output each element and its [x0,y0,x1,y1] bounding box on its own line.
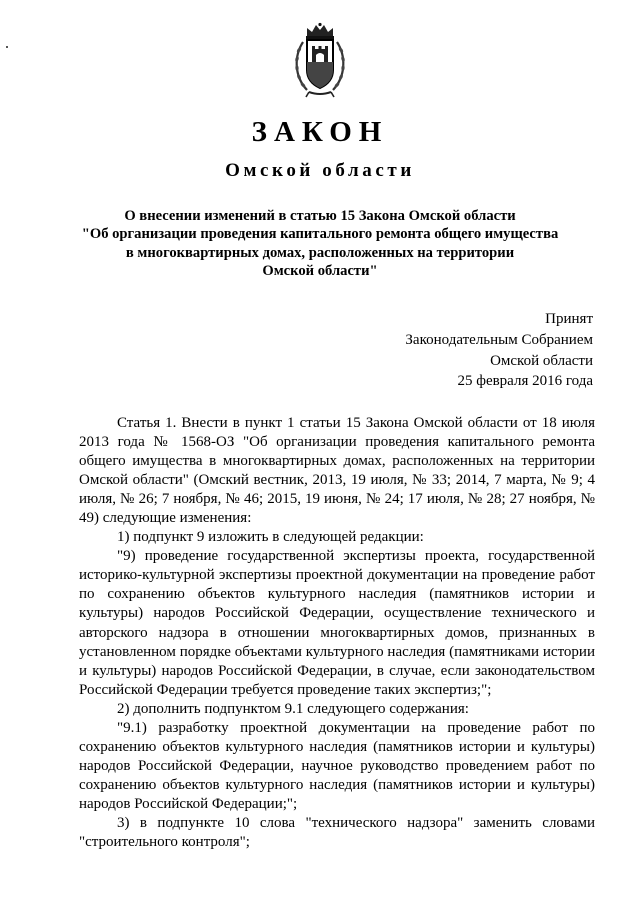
item-1-quote-paragraph: "9) проведение государственной экспертизы проекта, государственной историко-культурной экспертизы проектной документации на проведение работ по сохранению объектов культурного наследия (памятников истории и культуры) народов Российской Федерации, осуществление технического и авторского надзора в отношении многоквартирных домов, признанных в установленном порядке объектами культурного наследия (памятниками истории и культуры) народов Российской Федерации, в случае, если законодательством Российской Федерации требуется проведение таких экспертиз;"; [79,548,595,698]
item-2-paragraph: 2) дополнить подпунктом 9.1 следующего содержания: [117,700,469,717]
subject-line: "Об организации проведения капитального ремонта общего имущества [81,226,559,243]
adoption-line: Омской области [490,352,593,369]
adoption-date: 25 февраля 2016 года [457,373,593,390]
scan-speck [6,46,8,48]
law-heading: ЗАКОН [251,116,389,148]
region-heading: Омской области [225,160,415,181]
subject-line: Омской области" [262,262,378,279]
omsk-coat-of-arms-icon [291,22,349,98]
law-body-text [79,414,595,852]
law-subject-title [60,207,580,280]
adoption-line: Принят [545,311,593,327]
adoption-note [405,309,593,392]
subject-line: в многоквартирных домах, расположенных на территории [125,244,515,261]
subject-line: О внесении изменений в статью 15 Закона Омской области [124,208,516,224]
adoption-line: Законодательным Собранием [405,331,593,348]
article-1-paragraph: Статья 1. Внести в пункт 1 статьи 15 Закона Омской области от 18 июля 2013 года № 1568-ОЗ "Об организации проведения капитального ремонта общего имущества в многоквартирных домах, расположенных на территории Омской области" (Омский вестник, 2013, 19 июля, № 33; 2014, 7 марта, № 9; 4 июля, № 26; 7 ноября, № 46; 2015, 19 июня, № 24; 17 июля, № 28; 27 ноября, № 49) следующие изменения: [79,415,595,527]
item-2-quote-paragraph: "9.1) разработку проектной документации на проведение работ по сохранению объектов культурного наследия (памятников истории и культуры) народов Российской Федерации, научное руководство проведением работ по сохранению объектов культурного наследия (памятников истории и культуры) народов Российской Федерации;"; [79,719,595,812]
item-1-paragraph: 1) подпункт 9 изложить в следующей редакции: [117,529,424,546]
item-3-paragraph: 3) в подпункте 10 слова "технического надзора" заменить словами "строительного контроля"; [79,814,595,851]
